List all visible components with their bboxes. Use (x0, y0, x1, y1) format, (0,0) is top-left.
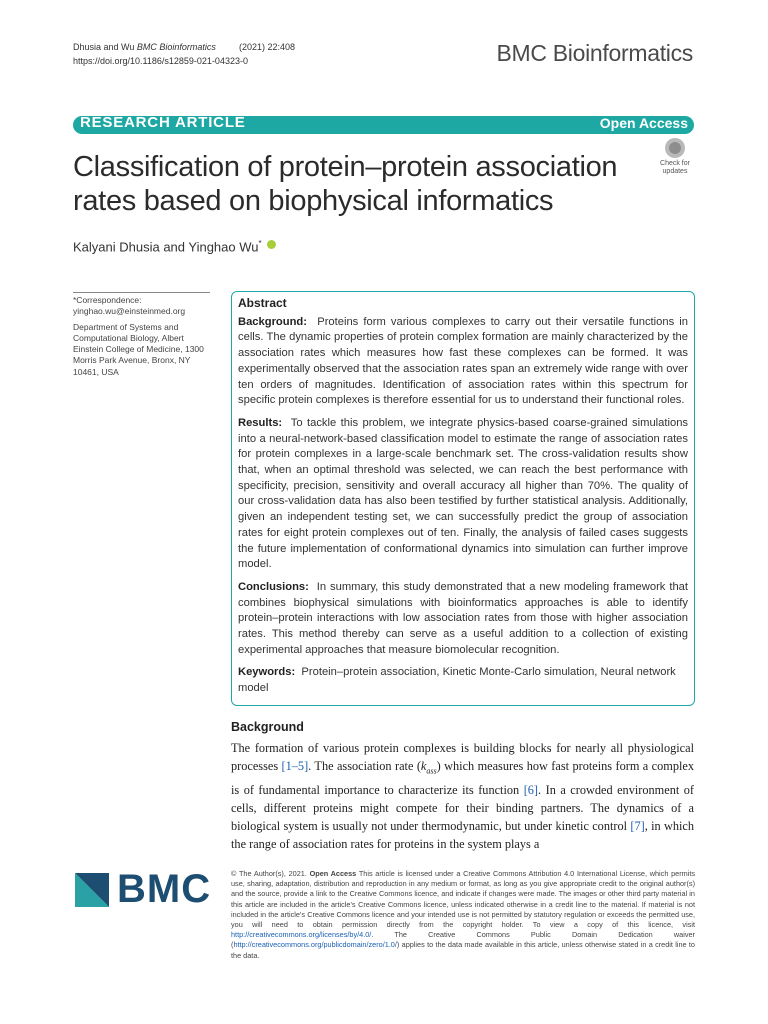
check-updates-line2: updates (662, 168, 688, 175)
bmc-logo-icon (75, 873, 109, 907)
abstract (238, 296, 688, 704)
background-label: Background: (238, 315, 307, 328)
correspondence-rule (73, 292, 210, 293)
license-statement: © The Author(s), 2021. Open Access This article is licensed under a Creative Commons Attribution 4.0 International License, which permits use, sharing, adaptation, distribution and reproduction in any medium or format, as long as you give appropriate credit to the original author(s) and the source, provide a link to the Creative Commons licence, and indicate if changes were made. The images or other third party material in this article are included in the article's Creative Commons licence, unless indicated otherwise in a credit line to the material. If material is not included in the article's Creative Commons licence and your intended use is not permitted by statutory regulation or exceeds the permitted use, you will need to obtain permission directly from the copyright holder. To view a copy of this licence, visit http://creativecommons.org/licenses/by/4.0/. The Creative Commons Public Domain Dedication waiver (http://creativecommons.org/publicdomain/zero/1.0/) applies to the data made available in this article, unless otherwise stated in a credit line to the data. (231, 869, 696, 960)
public-domain-link[interactable]: http://creativecommons.org/publicdomain/zero/1.0/ (233, 940, 397, 950)
results-label: Results: (238, 416, 283, 429)
body-paragraph: The formation of various protein complexes is building blocks for nearly all physiological processes [1–5]. The association rate $(k_{ass})$ which measures how fast proteins form a complex is of fundamental importance to characterize its function [6]. In a crowded environment of cells, different proteins might compete for their binding partners. The dynamics of a biological system is usually not under thermodynamic, but under kinetic control [7], in which the range of association rates for proteins in the system plays a (231, 741, 694, 852)
correspondence (73, 295, 213, 382)
header-journal: BMC Bioinformatics (136, 42, 216, 52)
bmc-logo-text: BMC (117, 867, 212, 911)
keywords-text: Protein–protein association, Kinetic Monte-Carlo simulation, Neural network model (238, 666, 676, 695)
reference-link[interactable]: [1–5] (281, 759, 309, 774)
section-heading: Background (231, 720, 304, 734)
header-authors: Dhusia and Wu (73, 42, 135, 52)
background-text: Proteins form various complexes to carry out their versatile functions in cells. The dynamic properties of protein complex formation are mainly characterized by the association rates which measures how fast these complexes can be formed. It was experimentally observed that the association rates span an extremely wide range with over ten orders of magnitudes. Identification of association rates within this spectrum for specific protein complexes is therefore essential for us to understand their functional roles. (238, 315, 688, 407)
article-title: Classification of protein–protein association rates based on biophysical informatics (73, 151, 618, 217)
header-doi-link[interactable]: https://doi.org/10.1186/s12859-021-04323-0 (73, 56, 248, 66)
corresponding-mark: * (258, 239, 262, 248)
results-text: To tackle this problem, we integrate physics-based coarse-grained simulations into a neural-network-based classification model to estimate the range of association rates for protein complexes in a large-scale benchmark set. The cross-validation results show that, when an optimal threshold was selected, we can reach the best performance with specificity, precision, sensitivity and overall accuracy all higher than 70%. The quality of our cross-validation data has also been testified by further statistical analysis. Additionally, given an independent testing set, we can successfully predict the group of association rates for eight protein complexes out of ten. Finally, the analysis of failed cases suggests the future implementation of conformational dynamics into simulation can further improve model. (238, 416, 689, 571)
conclusions-label: Conclusions: (238, 580, 309, 593)
affiliation: Department of Systems and Computational Biology, Albert Einstein College of Medicine, 1300 Morris Park Avenue, Bronx, NY 10461, USA (73, 321, 204, 377)
journal-brand: BMC Bioinformatics (496, 40, 693, 66)
bmc-logo (75, 867, 215, 911)
abstract-heading: Abstract (238, 296, 287, 310)
running-header (73, 40, 295, 68)
correspondence-email[interactable]: yinghao.wu@einsteinmed.org (73, 306, 186, 317)
keywords-label: Keywords: (238, 666, 296, 679)
author-names: Kalyani Dhusia and Yinghao Wu (73, 239, 259, 255)
correspondence-label: *Correspondence: (73, 295, 142, 305)
open-access-label: Open Access (599, 115, 688, 131)
article-type-label: RESEARCH ARTICLE (80, 114, 246, 131)
check-updates-line1: Check for (660, 160, 690, 167)
header-citation: (2021) 22:408 (238, 42, 295, 52)
orcid-icon[interactable] (267, 240, 276, 249)
abstract-keywords (238, 665, 688, 696)
conclusions-text: In summary, this study demonstrated that a new modeling framework that combines biophysical simulations with bioinformatics approaches is able to identify protein–protein interactions with low association rates from those with higher association rates. This method thereby can serve as a useful addition to a collection of existing experimental approaches that measure biomolecular recognition. (238, 580, 688, 656)
abstract-conclusions (238, 580, 688, 659)
check-updates-icon (665, 138, 685, 158)
check-for-updates-button[interactable] (655, 138, 695, 180)
reference-link[interactable]: [7] (630, 819, 645, 834)
reference-link[interactable]: [6] (523, 782, 539, 797)
license-link[interactable]: http://creativecommons.org/licenses/by/4.0/ (231, 930, 372, 940)
author-list (73, 239, 276, 254)
abstract-background (238, 315, 688, 409)
abstract-results (238, 416, 688, 573)
